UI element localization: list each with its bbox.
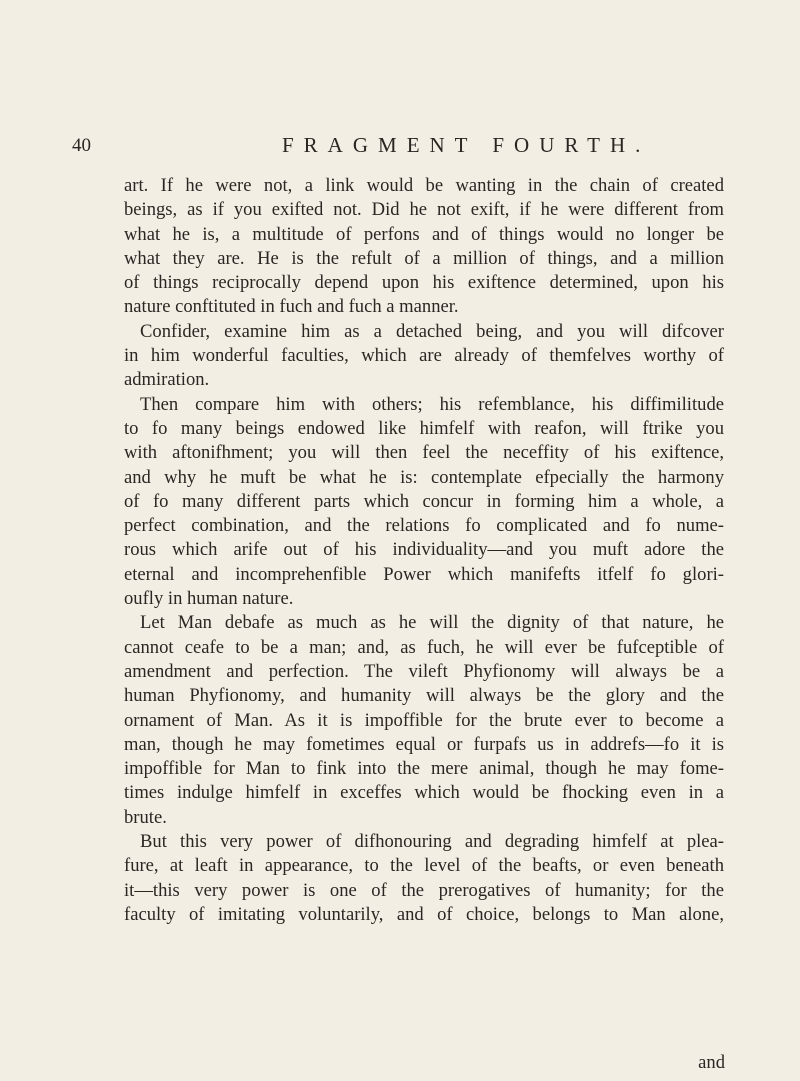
text-line: perfect combination, and the relations fo complicated and fo nume- (124, 515, 724, 537)
text-line: fure, at leaft in appearance, to the level of the beafts, or even beneath (124, 855, 724, 877)
text-line: it—this very power is one of the prerogatives of humanity; for the (124, 879, 724, 901)
text-line: art. If he were not, a link would be wanting in the chain of created (124, 175, 724, 196)
text-line: man, though he may fometimes equal or furpafs us in addrefs—fo it is (124, 733, 724, 755)
text-line: eternal and incomprehenfible Power which manifefts itfelf fo glori- (124, 563, 724, 585)
page-header (72, 133, 740, 161)
body-text (124, 174, 724, 927)
text-line: ornament of Man. As it is impoffible for the brute ever to become a (124, 709, 724, 731)
catchword: and (698, 1052, 725, 1073)
text-line: Let Man debafe as much as he will the dignity of that nature, he (140, 612, 724, 634)
text-line: of fo many different parts which concur in forming him a whole, a (124, 490, 724, 512)
text-line: and why he muft be what he is: contemplate efpecially the harmony (124, 466, 724, 488)
text-line: Confider, examine him as a detached being, and you will difcover (140, 320, 724, 342)
text-line: nature conftituted in fuch and fuch a manner. (124, 296, 459, 318)
text-line: cannot ceafe to be a man; and, as fuch, he will ever be fufceptible of (124, 636, 724, 658)
text-line: with aftonifhment; you will then feel the neceffity of his exiftence, (124, 442, 724, 464)
text-line: amendment and perfection. The vileft Phyfionomy will always be a (124, 660, 724, 682)
text-line: to fo many beings endowed like himfelf with reafon, will ftrike you (124, 417, 724, 439)
text-line: what they are. He is the refult of a million of things, and a million (124, 247, 724, 269)
text-line: Then compare him with others; his refemblance, his diffimilitude (140, 393, 724, 415)
text-line: admiration. (124, 369, 210, 391)
text-line: what he is, a multitude of perfons and of things would no longer be (124, 223, 724, 245)
text-line: oufly in human nature. (124, 588, 294, 610)
text-line: human Phyfionomy, and humanity will always be the glory and the (124, 685, 724, 707)
text-line: beings, as if you exifted not. Did he not exift, if he were different from (124, 199, 724, 221)
text-line: impoffible for Man to fink into the mere animal, though he may fome- (124, 758, 724, 780)
text-line: rous which arife out of his individuality—and you muft adore the (124, 539, 724, 561)
text-line: of things reciprocally depend upon his exiftence determined, upon his (124, 272, 724, 294)
text-line: faculty of imitating voluntarily, and of choice, belongs to Man alone, (124, 903, 724, 925)
running-title: FRAGMENT FOURTH. (282, 133, 651, 157)
text-line: brute. (124, 806, 167, 828)
page-number: 40 (72, 135, 91, 156)
text-line: times indulge himfelf in exceffes which would be fhocking even in a (124, 782, 724, 804)
text-line: in him wonderful faculties, which are already of themfelves worthy of (124, 345, 724, 367)
text-line: But this very power of difhonouring and degrading himfelf at plea- (140, 831, 724, 853)
